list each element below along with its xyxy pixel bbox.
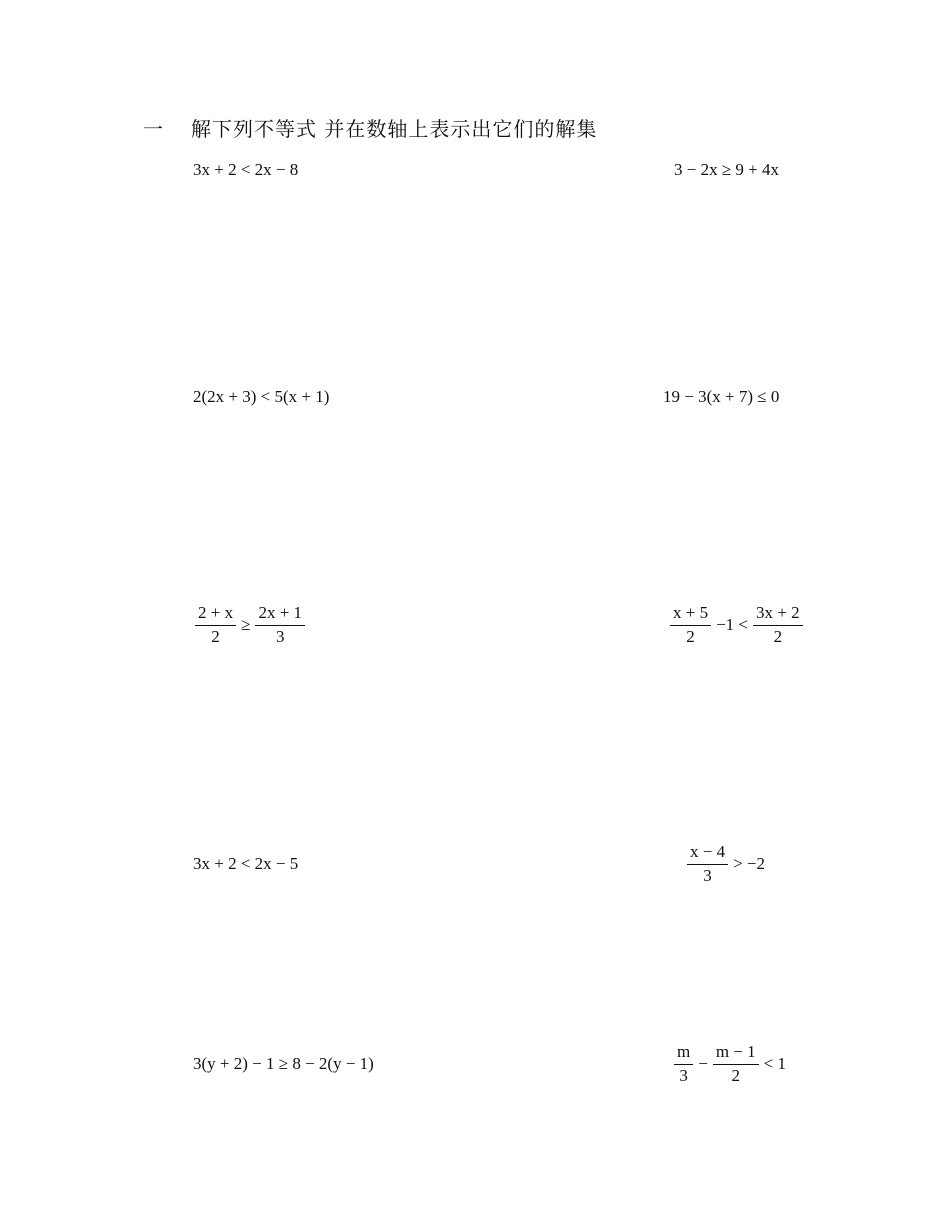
fraction-right — [255, 604, 305, 646]
fraction-left — [195, 604, 236, 646]
numerator: x + 5 — [670, 604, 711, 626]
numerator: 2 + x — [195, 604, 236, 626]
problem-2: 3 − 2x ≥ 9 + 4x — [674, 160, 780, 179]
numerator: m − 1 — [713, 1043, 759, 1065]
problem-5 — [193, 604, 307, 646]
operator: < 1 — [763, 1054, 786, 1074]
problem-8 — [685, 843, 768, 885]
fraction-b — [713, 1043, 759, 1085]
problem-4: 19 − 3(x + 7) ≤ 0 — [663, 387, 780, 406]
problem-6 — [668, 604, 805, 646]
fraction-a — [674, 1043, 693, 1085]
operator: ≥ — [241, 615, 251, 635]
section-number: 一 — [143, 117, 164, 141]
operator: −1 < — [716, 615, 749, 635]
denominator: 2 — [773, 626, 783, 646]
fraction-left — [670, 604, 711, 646]
fraction — [687, 843, 728, 885]
numerator: 3x + 2 — [753, 604, 803, 626]
denominator: 3 — [703, 865, 712, 885]
fraction-right — [753, 604, 803, 646]
problem-10 — [672, 1043, 789, 1085]
operator: > −2 — [733, 854, 766, 874]
denominator: 3 — [679, 1065, 688, 1085]
section-title: 解下列不等式 并在数轴上表示出它们的解集 — [191, 117, 598, 141]
problem-7: 3x + 2 < 2x − 5 — [193, 854, 299, 873]
section-heading — [143, 113, 597, 142]
numerator: 2x + 1 — [255, 604, 305, 626]
problem-9: 3(y + 2) − 1 ≥ 8 − 2(y − 1) — [193, 1054, 374, 1073]
denominator: 2 — [731, 1065, 740, 1085]
operator: − — [698, 1054, 708, 1074]
problem-1: 3x + 2 < 2x − 8 — [193, 160, 299, 179]
denominator: 2 — [211, 626, 220, 646]
numerator: x − 4 — [687, 843, 728, 865]
denominator: 3 — [275, 626, 285, 646]
numerator: m — [674, 1043, 693, 1065]
problem-3: 2(2x + 3) < 5(x + 1) — [193, 387, 330, 406]
denominator: 2 — [686, 626, 695, 646]
